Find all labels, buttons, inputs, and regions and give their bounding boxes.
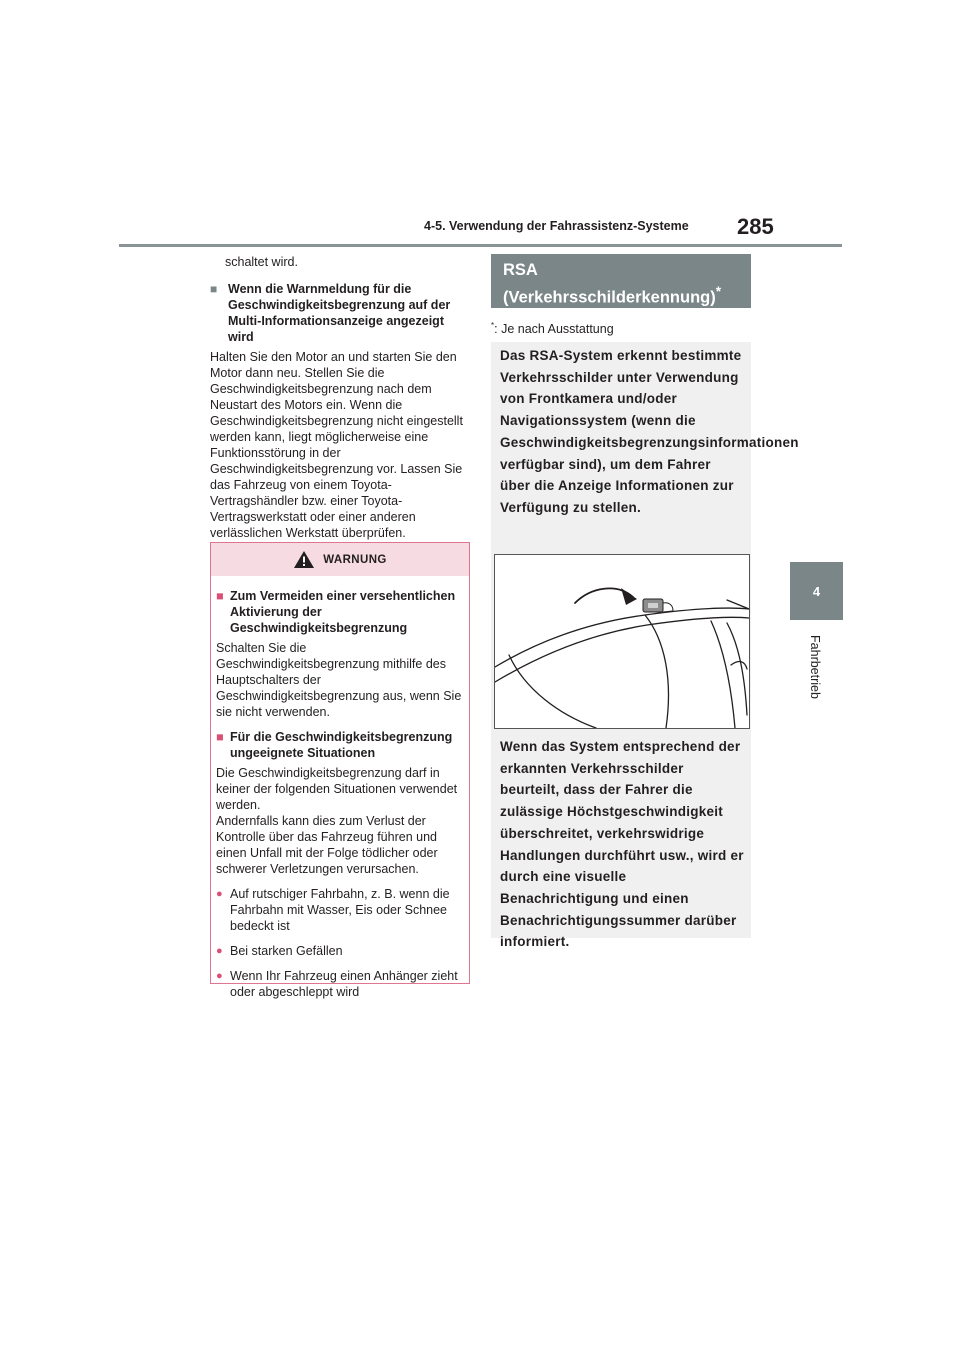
- rsa-section-header: [491, 254, 751, 308]
- chapter-name: [803, 632, 827, 702]
- warning-label: WARNUNG: [323, 553, 387, 566]
- warning-body: [211, 576, 469, 1000]
- warning-bullet: [216, 943, 463, 959]
- continued-text: schaltet wird.: [225, 255, 298, 269]
- windshield-camera-illustration: [494, 554, 750, 729]
- circle-bullet-icon: ●: [216, 970, 223, 982]
- left-column: [210, 254, 468, 541]
- rsa-intro-text: Das RSA-System erkennt bestimmte Verkehrsschilder unter Verwendung von Frontkamera und/oder Navigationssystem (wenn die Geschwindigkeitsbegrenzungsinformationen verfügbar sind), um dem Fahrer über die Anzeige Informationen zur Verfügung zu stellen.: [500, 348, 799, 515]
- section-body: Halten Sie den Motor an und starten Sie den Motor dann neu. Stellen Sie die Geschwindigkeitsbegrenzung nach dem Neustart des Motors ein. Wenn die Geschwindigkeitsbegrenzung nicht eingestellt werden kann, liegt möglicherweise eine Funktionsstörung in der Geschwindigkeitsbegrenzung vor. Lassen Sie das Fahrzeug von einem Toyota-Vertragshändler bzw. einer Toyota-Vertragswerkstatt oder einer anderen verlässlichen Werkstatt überprüfen.: [210, 350, 463, 540]
- warning-header: [211, 543, 469, 576]
- warning-section-text: Andernfalls kann dies zum Verlust der Kontrolle über das Fahrzeug führen und einen Unfall mit der Folge tödlicher oder schwerer Verletzungen verursachen.: [216, 814, 438, 876]
- circle-bullet-icon: ●: [216, 888, 223, 900]
- square-bullet-icon: ■: [210, 282, 218, 296]
- chapter-number: 4: [812, 583, 821, 599]
- warning-section-heading-text: Zum Vermeiden einer versehentlichen Aktivierung der Geschwindigkeitsbegrenzung: [230, 589, 456, 635]
- warning-bullet-text: Bei starken Gefällen: [230, 944, 343, 958]
- footnote-marker: *: [491, 321, 495, 330]
- page-number: 285: [737, 214, 774, 239]
- warning-bullet: [216, 968, 463, 1000]
- warning-section-text: Die Geschwindigkeitsbegrenzung darf in keiner der folgenden Situationen verwendet werden.: [216, 766, 458, 812]
- warning-box: [210, 542, 470, 999]
- section-heading: [210, 281, 468, 345]
- warning-bullet-text: Auf rutschiger Fahrbahn, z. B. wenn die Fahrbahn mit Wasser, Eis oder Schnee bedeckt ist: [230, 887, 450, 933]
- warning-bullet: [216, 886, 463, 934]
- footnote-text: : Je nach Ausstattung: [494, 322, 614, 337]
- rsa-info-box: [491, 342, 799, 950]
- footnote: [491, 321, 614, 336]
- header-divider: [119, 244, 842, 247]
- rsa-header-text: RSA (Verkehrsschilderkennung): [503, 261, 716, 307]
- warning-triangle-icon: [293, 550, 315, 569]
- warning-section-heading-text: Für die Geschwindigkeitsbegrenzung ungeeignete Situationen: [230, 730, 453, 760]
- warning-section-heading: [216, 588, 463, 636]
- warning-section-text: Schalten Sie die Geschwindigkeitsbegrenzung mithilfe des Hauptschalters der Geschwindigkeitsbegrenzung aus, wenn Sie sie nicht verwenden.: [216, 641, 462, 719]
- rsa-outro-text: Wenn das System entsprechend der erkannten Verkehrsschilder beurteilt, dass der Fahrer die zulässige Höchstgeschwindigkeit überschreitet, verkehrswidrige Handlungen durchführt usw., wird er durch eine visuelle Benachrichtigung und einen Benachrichtigungssummer darüber informiert.: [500, 739, 744, 950]
- warning-bullet-text: Wenn Ihr Fahrzeug einen Anhänger zieht oder abgeschleppt wird: [230, 969, 458, 999]
- chapter-tab: [790, 562, 843, 620]
- section-title: 4-5. Verwendung der Fahrassistenz-Systeme: [424, 219, 689, 233]
- section-heading-text: Wenn die Warnmeldung für die Geschwindigkeitsbegrenzung auf der Multi-Informationsanzeige angezeigt wird: [228, 282, 451, 344]
- circle-bullet-icon: ●: [216, 945, 223, 957]
- chapter-name-label: Fahrbetrieb: [808, 635, 822, 699]
- footnote-marker: *: [715, 284, 722, 299]
- square-bullet-icon: ■: [216, 730, 224, 744]
- front-camera-illustration-icon: [495, 555, 749, 728]
- square-bullet-icon: ■: [216, 589, 224, 603]
- warning-section-heading: [216, 729, 463, 761]
